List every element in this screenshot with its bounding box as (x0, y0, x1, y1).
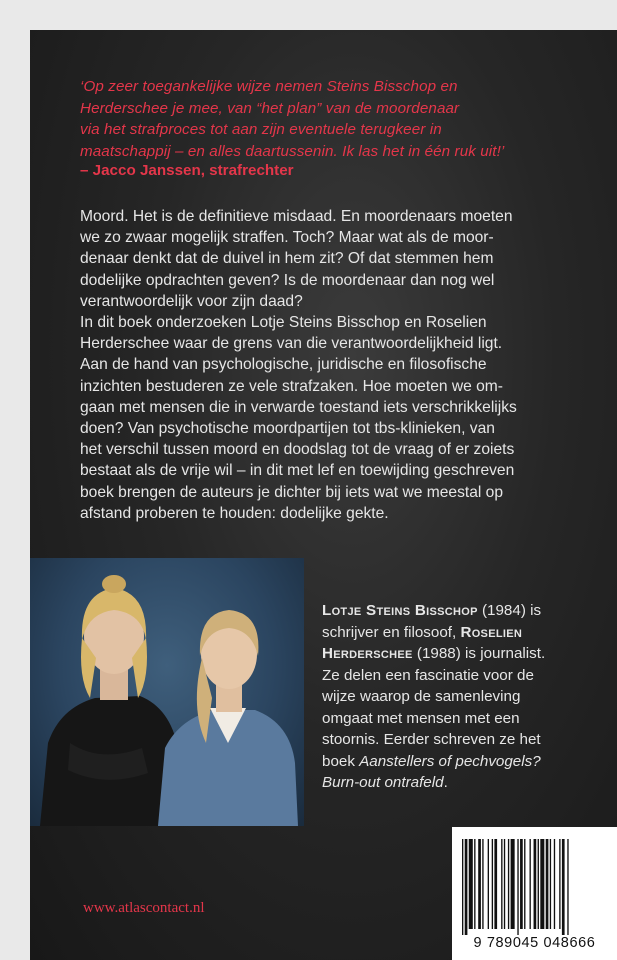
bio-line: wijze waarop de samenleving (322, 688, 521, 705)
isbn-number: 9 789045 048666 (473, 935, 596, 951)
quote-line: ‘Op zeer toegankelijke wijze nemen Steins Bisschop en (80, 78, 458, 95)
barcode-bar (482, 839, 483, 929)
blurb-line: Aan de hand van psychologische, juridische en filosofische (80, 356, 487, 374)
blurb-line: bestaat als de vrije wil – in dit met lef en toewijding geschreven (80, 462, 515, 480)
previous-book-subtitle: Burn-out ontrafeld (322, 774, 444, 791)
back-cover (30, 30, 617, 960)
quote-author: – Jacco Janssen, strafrechter (80, 162, 294, 179)
barcode-bar (504, 839, 505, 929)
barcode-bar (520, 839, 523, 929)
isbn-barcode (452, 827, 617, 960)
bio-line: stoornis. Eerder schreven ze het (322, 731, 541, 748)
previous-book-title: Aanstellers of pechvogels? (359, 752, 541, 770)
blurb-line: we zo zwaar mogelijk straffen. Toch? Maar wat als de moor- (80, 229, 494, 247)
blurb-line: inzichten bestuderen ze vele strafzaken. Hoe moeten we om- (80, 377, 503, 395)
blurb-line: verantwoordelijk voor zijn daad? (80, 292, 303, 310)
bio-line: Ze delen een fascinatie voor de (322, 666, 534, 684)
barcode-bar (465, 839, 468, 935)
barcode-bar (524, 839, 525, 929)
book-blurb (80, 206, 612, 524)
bio-line: schrijver en filosoof, (322, 623, 461, 641)
author-name-1: Lotje Steins Bisschop (322, 602, 478, 619)
barcode-bar (554, 839, 555, 929)
author-bio (322, 600, 592, 794)
barcode-bar (567, 839, 568, 935)
bio-line: omgaat met mensen met een (322, 709, 520, 727)
barcode-bar (478, 839, 481, 929)
author-name-2-last: Herderschee (322, 645, 413, 662)
barcode-bar (494, 839, 497, 929)
barcode-bar (540, 839, 544, 929)
endorsement-quote (80, 76, 600, 162)
author-1-year: (1984) is (477, 602, 542, 619)
barcode-bar (534, 839, 537, 929)
barcode-bar (538, 839, 539, 929)
author-2-year: (1988) is journalist. (412, 645, 546, 662)
barcode-bar (508, 839, 509, 929)
barcode-bars (460, 839, 609, 935)
publisher-website[interactable]: www.atlascontact.nl (83, 900, 205, 916)
barcode-bar (550, 839, 551, 929)
barcode-bar (469, 839, 473, 929)
barcode-bar (530, 839, 531, 929)
barcode-bar (562, 839, 565, 935)
bio-line: boek (322, 752, 360, 770)
blurb-line: In dit boek onderzoeken Lotje Steins Bisschop en Roselien (80, 314, 487, 332)
bio-period: . (443, 774, 448, 791)
blurb-line: het verschil tussen moord en doodslag tot de vraag of er zoiets (80, 441, 515, 459)
barcode-bar (501, 839, 502, 929)
barcode-bar (517, 839, 518, 935)
barcode-bar (559, 839, 560, 929)
barcode-bar (462, 839, 463, 935)
blurb-line: boek brengen de auteurs je dichter bij iets wat we meestal op (80, 483, 504, 501)
author-photo-illustration (30, 558, 304, 826)
blurb-line: dodelijke opdrachten geven? Is de moordenaar dan nog wel (80, 271, 495, 289)
quote-line: maatschappij – en alles daartussenin. Ik las het in één ruk uit!’ (80, 142, 505, 160)
blurb-line: doen? Van psychotische moordpartijen tot tbs-klinieken, van (80, 420, 495, 438)
barcode-bar (546, 839, 549, 929)
blurb-line: Herderschee waar de grens van die verantwoordelijkheid ligt. (80, 335, 503, 353)
barcode-bar (488, 839, 489, 929)
blurb-line: Moord. Het is de definitieve misdaad. En moordenaars moeten (80, 208, 513, 225)
barcode-bar (511, 839, 515, 929)
quote-line: Herderschee je mee, van “het plan” van de moordenaar (80, 99, 460, 117)
blurb-line: gaan met mensen die in verwarde toestand iets verschrikkelijks (80, 398, 517, 416)
quote-line: via het strafproces tot aan zijn eventuele terugkeer in (80, 121, 442, 138)
blurb-line: afstand proberen te houden: dodelijke gekte. (80, 504, 389, 522)
author-name-2-first: Roselien (460, 623, 523, 641)
author-photo (30, 558, 304, 826)
barcode-bar (492, 839, 493, 929)
barcode-bar (474, 839, 475, 929)
blurb-line: denaar denkt dat de duivel in hem zit? Of dat stemmen hem (80, 250, 494, 268)
